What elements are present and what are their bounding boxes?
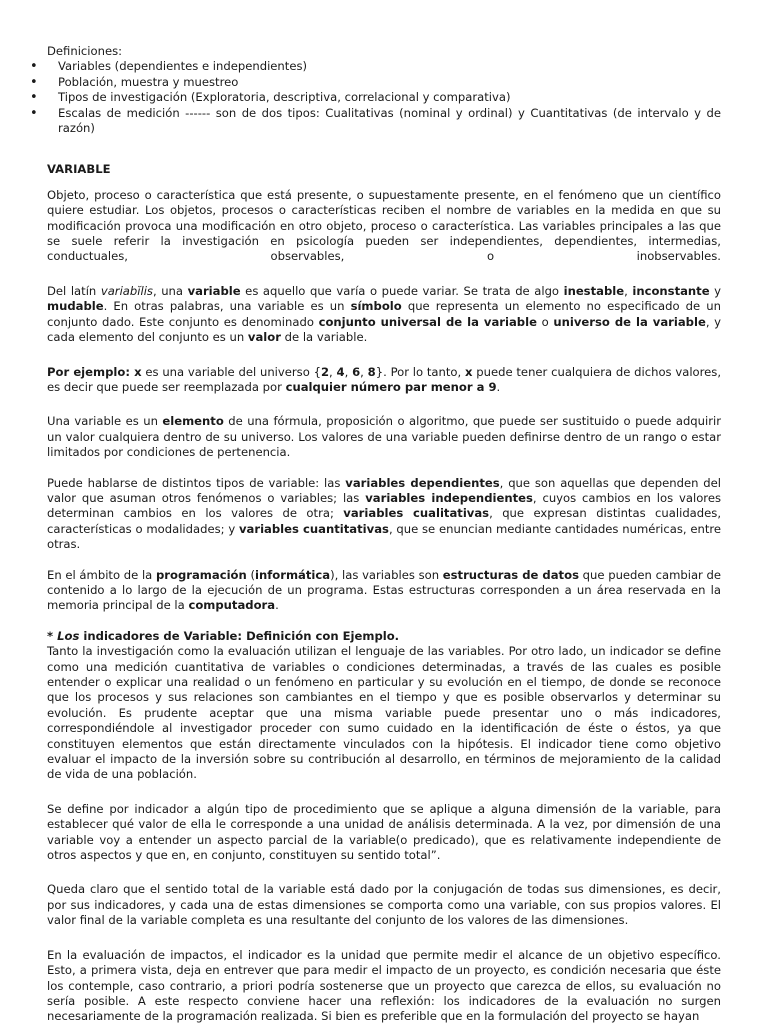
section-heading-variable: VARIABLE xyxy=(47,162,111,177)
paragraph-define-indicador: Se define por indicador a algún tipo de procedimiento que se aplique a alguna dimensión de la variable, para establecer qué valor de ella le corresponde a una unidad de análisis determinada. A la vez, por dimensión de una variable voy a entender un aspecto parcial de la variable(o predicado), que es relativamente independiente de otros aspectos y que en, en conjunto, constituyen su sentido total”. xyxy=(47,801,721,863)
section-heading-indicadores: * Los indicadores de Variable: Definición con Ejemplo. xyxy=(47,628,400,643)
paragraph-objeto: Objeto, proceso o característica que está presente, o supuestamente presente, en el fenómeno que un científico quiere estudiar. Los objetos, procesos o características reciben el nombre de variables en la medida en que su modificación provoca una modificación en otro objeto, proceso o característica. Las variables principales a las que se suele referir la investigación en psicología pueden ser independientes, dependientes, intermedias, conductuales, observables, o inobservables. xyxy=(47,187,721,264)
paragraph-latin: Del latín variabĭlis, una variable es aquello que varía o puede variar. Se trata de algo inestable, inconstante y mudable. En otras palabras, una variable es un símbolo que representa un elemento no especificado de un conjunto dado. Este conjunto es denominado conjunto universal de la variable o universo de la variable, y cada elemento del conjunto es un valor de la variable. xyxy=(47,283,722,345)
definiciones-title: Definiciones: xyxy=(47,44,123,58)
list-item: • Variables (dependientes e independientes) xyxy=(43,59,721,74)
document-page xyxy=(47,44,721,1025)
paragraph-sentido-total: Queda claro que el sentido total de la variable está dado por la conjugación de todas sus dimensiones, es decir, por sus indicadores, y cada una de estas dimensiones se comporta como una variable, con sus propios valores. El valor final de la variable completa es una resultante del conjunto de los valores de las dimensiones. xyxy=(47,882,721,928)
list-item: • Escalas de medición ------ son de dos tipos: Cualitativas (nominal y ordinal) y Cuantitativas (de intervalo y de razón) xyxy=(43,106,721,137)
list-item: • Tipos de investigación (Exploratoria, descriptiva, correlacional y comparativa) xyxy=(43,90,721,105)
paragraph-elemento: Una variable es un elemento de una fórmula, proposición o algoritmo, que puede ser sustituido o puede adquirir un valor cualquiera dentro de su universo. Los valores de una variable pueden definirse dentro de un rango o estar limitados por condiciones de pertenencia. xyxy=(47,414,721,460)
paragraph-investigacion: Tanto la investigación como la evaluación utilizan el lenguaje de las variables. Por otro lado, un indicador se define como una medición cuantitativa de variables o condiciones determinadas, a través de las cuales es posible entender o explicar una realidad o un fenómeno en particular y su evolución en el tiempo, de donde se reconoce que los procesos y sus relaciones son cambiantes en el tiempo y que es posible observarlos y determinar su evolución. Es prudente aceptar que una misma variable puede presentar uno o más indicadores, correspondiéndole al investigador proceder con sumo cuidado en la identificación de éste o éstos, ya que constituyen elementos que están directamente vinculados con la hipótesis. El indicador tiene como objetivo evaluar el impacto de la inversión sobre su contribución al desarrollo, en términos de mejoramiento de la calidad de vida de una población. xyxy=(47,644,721,782)
paragraph-programacion: En el ámbito de la programación (informática), las variables son estructuras de datos que pueden cambiar de contenido a lo largo de la ejecución de un programa. Estas estructuras corresponden a un área reservada en la memoria principal de la computadora. xyxy=(47,567,722,613)
paragraph-ejemplo: Por ejemplo: x es una variable del universo {2, 4, 6, 8}. Por lo tanto, x puede tener cualquiera de dichos valores, es decir que puede ser reemplazada por cualquier número par menor a 9. xyxy=(47,364,722,394)
list-item: • Población, muestra y muestreo xyxy=(43,75,721,90)
paragraph-evaluacion-impactos: En la evaluación de impactos, el indicador es la unidad que permite medir el alcance de un objetivo específico. Esto, a primera vista, deja en entrever que para medir el impacto de un proyecto, es condición necesaria que éste los contemple, caso contrario, a priori podría sostenerse que un proyecto que carezca de ellos, su evaluación no sería posible. A este respecto conviene hacer una reflexión: los indicadores de la evaluación no surgen necesariamente de la programación realizada. Si bien es preferible que en la formulación del proyecto se hayan xyxy=(47,947,721,1024)
definiciones-list xyxy=(47,59,721,136)
paragraph-tipos: Puede hablarse de distintos tipos de variable: las variables dependientes, que son aquellas que dependen del valor que asuman otros fenómenos o variables; las variables independientes, cuyos cambios en los valores determinan cambios en los valores de otra; variables cualitativas, que expresan distintas cualidades, características o modalidades; y variables cuantitativas, que se enuncian mediante cantidades numéricas, entre otras. xyxy=(47,475,722,552)
